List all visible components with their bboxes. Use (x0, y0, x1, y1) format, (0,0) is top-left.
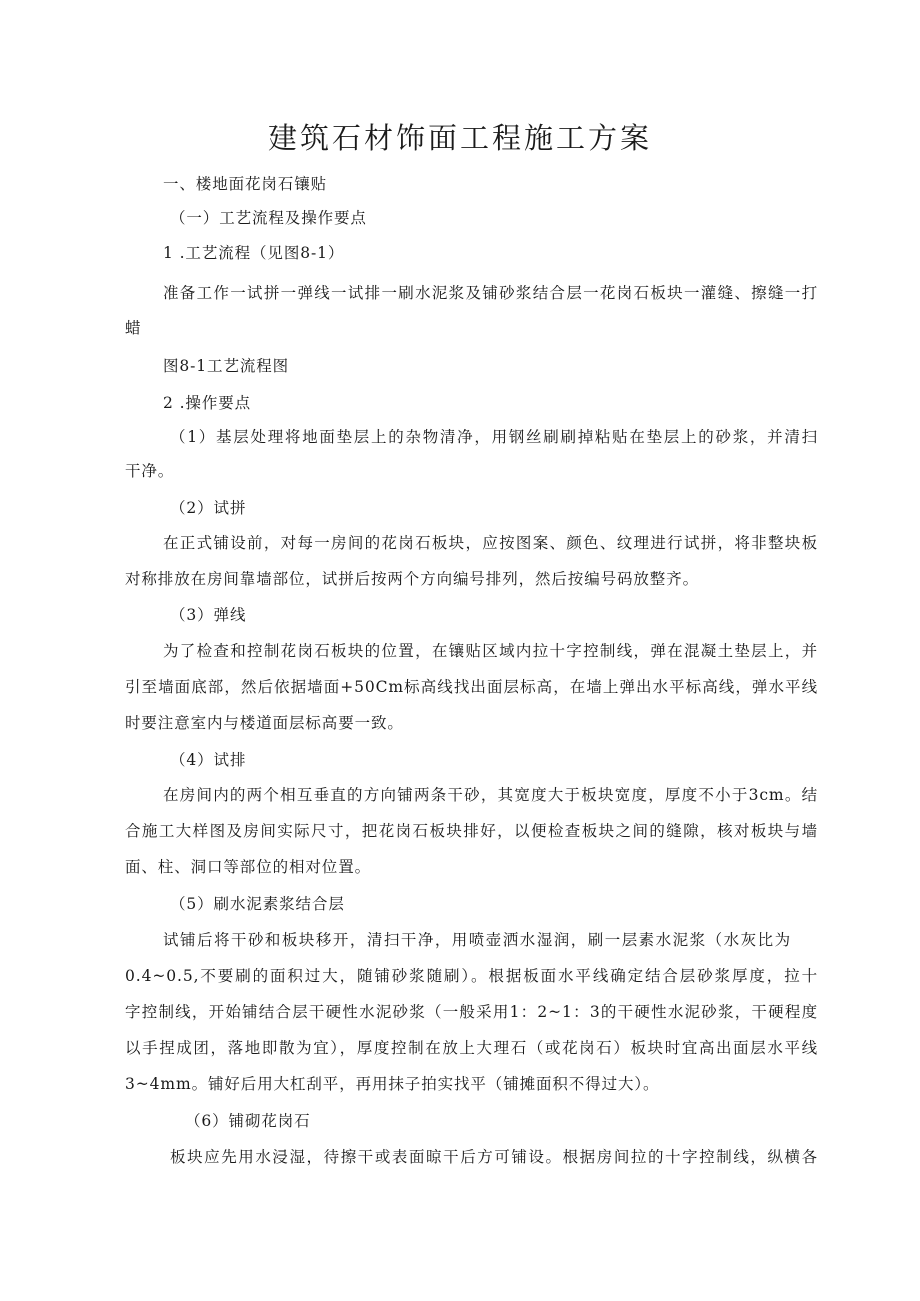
item-heading: 1 .工艺流程（见图8-1） (163, 244, 345, 262)
paragraph-line: 准备工作一试拼一弹线一试排一刷水泥浆及铺砂浆结合层一花岗石板块一灌缝、擦缝一打 (163, 284, 818, 302)
document-title: 建筑石材饰面工程施工方案 (267, 121, 652, 155)
paragraph-line: 面、柱、洞口等部位的相对位置。 (125, 858, 372, 876)
paragraph-line: 干净。 (125, 462, 175, 480)
section-heading: 一、楼地面花岗石镶贴 (163, 175, 328, 193)
paragraph-line: 字控制线，开始铺结合层干硬性水泥砂浆（一般采用1：2~1：3的干硬性水泥砂浆，干硬程度 (125, 1003, 818, 1021)
paragraph-line: 在房间内的两个相互垂直的方向铺两条干砂，其宽度大于板块宽度，厚度不小于3cm。结 (163, 786, 818, 804)
paragraph-line: （1）基层处理将地面垫层上的杂物清净，用钢丝刷刷掉粘贴在垫层上的砂浆，并清扫 (170, 428, 818, 446)
paragraph-line: 0.4~0.5,不要刷的面积过大，随铺砂浆随刷）。根据板面水平线确定结合层砂浆厚度，拉十 (125, 967, 818, 985)
step-heading: （2）试拼 (170, 499, 247, 517)
step-heading: （4）试排 (170, 751, 247, 769)
paragraph-line: 引至墙面底部，然后依据墙面+50Cm标高线找出面层标高，在墙上弹出水平标高线，弹水平线 (125, 678, 818, 696)
paragraph-line: 板块应先用水浸湿，待擦干或表面晾干后方可铺设。根据房间拉的十字控制线，纵横各 (170, 1148, 818, 1166)
paragraph-line: 蜡 (125, 319, 142, 337)
paragraph-line: 在正式铺设前，对每一房间的花岗石板块，应按图案、颜色、纹理进行试拼，将非整块板 (163, 534, 818, 552)
subsection-heading: （一）工艺流程及操作要点 (170, 209, 367, 227)
paragraph-line: 试铺后将干砂和板块移开，清扫干净，用喷壶洒水湿润，刷一层素水泥浆（水灰比为 (163, 931, 791, 949)
item-heading: 2 .操作要点 (163, 394, 252, 412)
paragraph-line: 对称排放在房间靠墙部位，试拼后按两个方向编号排列，然后按编号码放整齐。 (125, 570, 700, 588)
paragraph-line: 时要注意室内与楼道面层标高要一致。 (125, 714, 404, 732)
step-heading: （5）刷水泥素浆结合层 (170, 895, 345, 913)
step-heading: （6）铺砌花岗石 (185, 1112, 311, 1130)
paragraph-line: 3~4mm。铺好后用大杠刮平，再用抹子拍实找平（铺摊面积不得过大）。 (125, 1075, 660, 1093)
paragraph-line: 合施工大样图及房间实际尺寸，把花岗石板块排好，以便检查板块之间的缝隙，核对板块与墙 (125, 822, 818, 840)
paragraph-line: 以手捏成团，落地即散为宜），厚度控制在放上大理石（或花岗石）板块时宜高出面层水平线 (125, 1039, 818, 1057)
paragraph-line: 为了检查和控制花岗石板块的位置，在镶贴区域内拉十字控制线，弹在混凝土垫层上，并 (163, 642, 818, 660)
step-heading: （3）弹线 (170, 606, 247, 624)
figure-caption: 图8-1工艺流程图 (163, 357, 290, 375)
